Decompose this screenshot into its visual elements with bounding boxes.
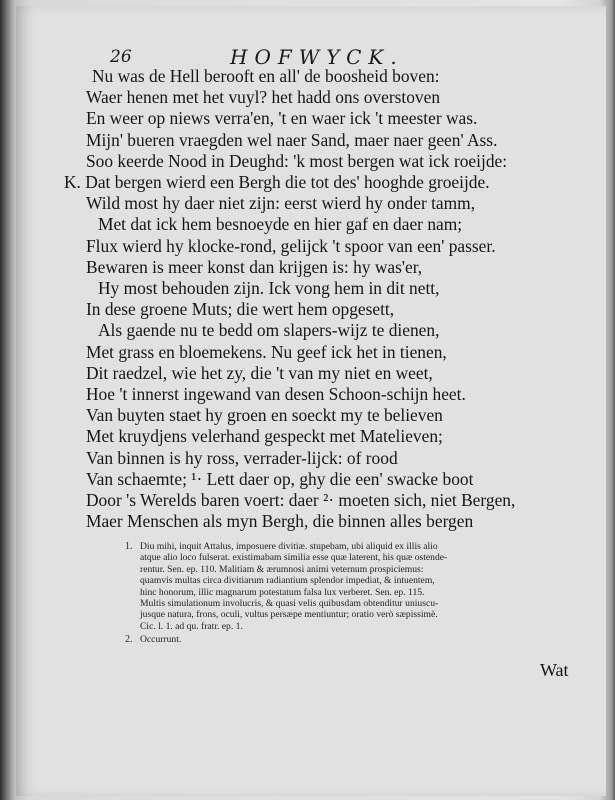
verse-line: En weer op niews verra'en, 't en waer ick 't meester was. [86, 108, 478, 129]
footnote-line: Multis simulationum involucris, & quasi velis quibusdam obtenditur uniuscu- [140, 598, 439, 610]
verse-line: Als gaende nu te bedd om slapers-wijz te dienen, [98, 320, 440, 341]
verse-line: Dit raedzel, wie het zy, die 't van my niet en weet, [86, 362, 433, 383]
verse-line: Hoe 't innerst ingewand van desen Schoon-schijn heet. [86, 384, 466, 405]
verse-line: Maer Menschen als myn Bergh, die binnen alles bergen [86, 511, 474, 532]
verse-line: Van schaemte; ¹· Lett daer op, ghy die een' swacke boot [86, 468, 474, 489]
footnote-line: Cic. l. 1. ad qu. fratr. ep. 1. [140, 620, 243, 632]
verse-line: Door 's Werelds baren voert: daer ²· moeten sich, niet Bergen, [86, 490, 516, 511]
footnotes [125, 541, 580, 646]
verse-line: Soo keerde Nood in Deughd: 'k most bergen wat ick roeijde: [86, 150, 508, 171]
verse-line: Nu was de Hell berooft en all' de boosheid boven: [92, 66, 440, 86]
footnote-line: quamvis multas circa divitiarum radiantium splendor impediat, & intuentem, [140, 575, 435, 587]
running-title: HOFWYCK. [230, 45, 404, 69]
footnote [125, 541, 580, 632]
verse-line: Met grass en bloemekens. Nu geef ick het in tienen, [86, 341, 447, 362]
verse-line: Met dat ick hem besnoeyde en hier gaf en daer nam; [98, 214, 463, 235]
poem-text [64, 66, 586, 532]
verse-line: Wild most hy daer niet zijn: eerst wierd hy onder tamm, [86, 193, 476, 214]
footnote-line: hinc honorum, illic magnarum potestatum falsa lux verberet. Sen. ep. 115. [140, 586, 425, 598]
verse-line: K. Dat bergen wierd een Bergh die tot des' hooghde groeijde. [64, 172, 490, 193]
footnote-line: jusque natura, frons, oculi, vultus persæpe mentiuntur; oratio verò sæpissimè. [140, 609, 438, 621]
verse-line: Hy most behouden zijn. Ick vong hem in dit nett, [98, 278, 440, 299]
verse-line: Mijn' bueren vraegden wel naer Sand, maer naer geen' Ass. [86, 129, 498, 150]
footnote-line: Occurrunt. [140, 634, 182, 646]
verse-line: Waer henen met het vuyl? het hadd ons overstoven [86, 87, 441, 108]
verse-line: Met kruydjens velerhand gespeckt met Matelieven; [86, 426, 443, 447]
catchword: Wat [540, 660, 569, 680]
footnote-line: Diu mihi, inquit Attalus, imposuere divitiæ. stupebam, ubi aliquid ex illis alio [140, 541, 438, 552]
footnote-number: 1. [125, 541, 133, 552]
page-number: 26 [110, 47, 132, 67]
footnote-number: 2. [125, 634, 133, 646]
verse-line: Flux wierd hy klocke-rond, gelijck 't spoor van een' passer. [86, 235, 496, 256]
verse-line: Bewaren is meer konst dan krijgen is: hy was'er, [86, 256, 423, 277]
verse-line: Van buyten staet hy groen en soeckt my te believen [86, 405, 443, 426]
footnote-line: atque alio loco fulserat. existimabam similia esse quæ laterent, his quæ ostende- [140, 552, 448, 564]
verse-line: Van binnen is hy ross, verrader-lijck: of rood [86, 447, 398, 468]
verse-line: In dese groene Muts; die wert hem opgesett, [86, 299, 395, 320]
footnote-line: rentur. Sen. ep. 110. Malitiam & ærumnosi animi veternum prospiciemus: [140, 563, 424, 575]
footnote [125, 634, 580, 646]
